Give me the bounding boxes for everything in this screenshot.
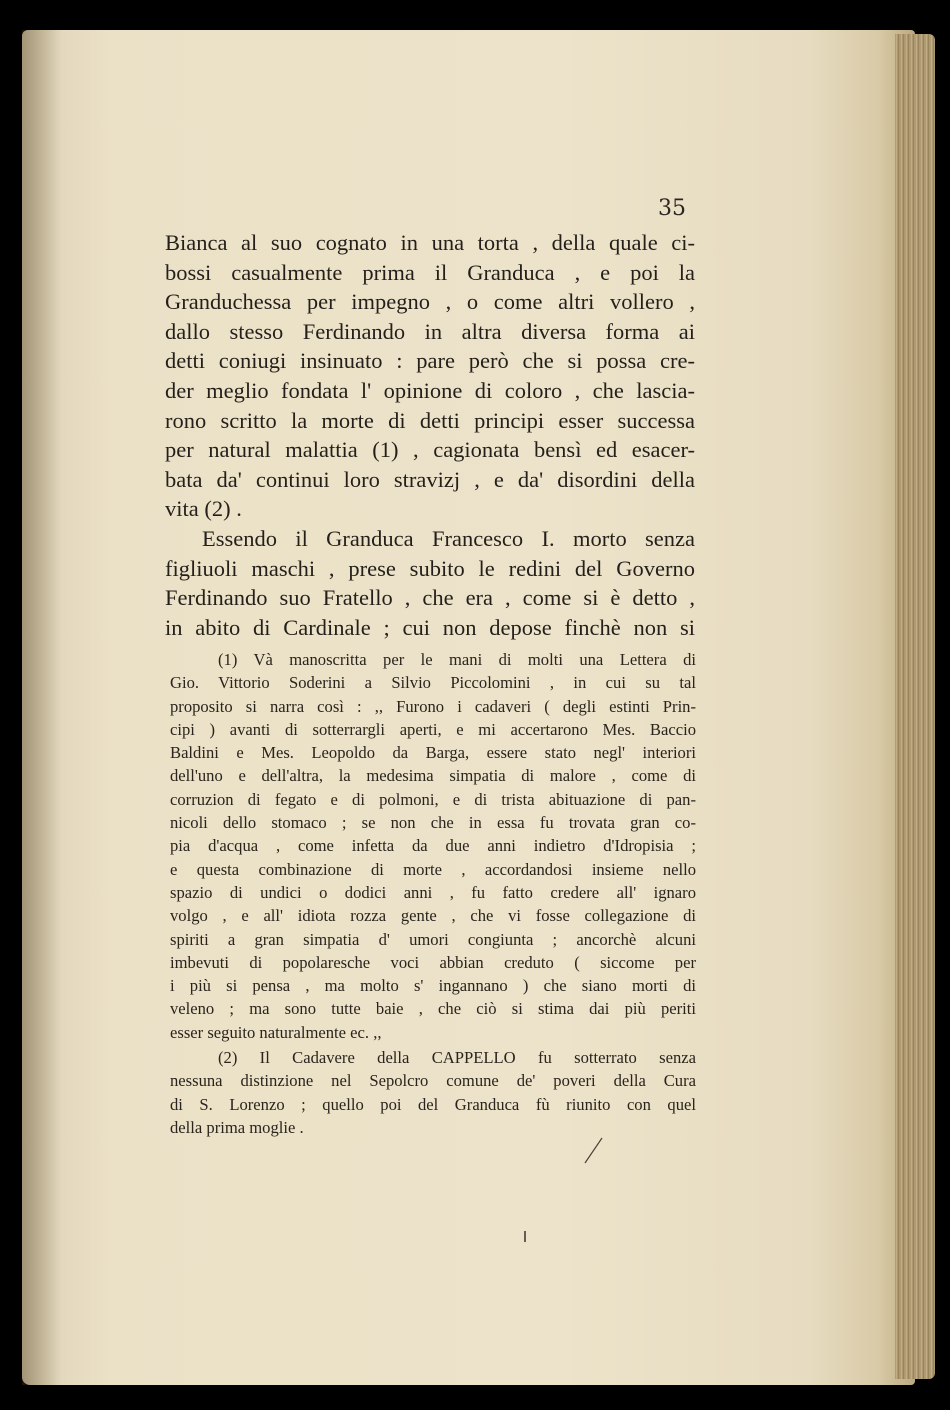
footnote-line: imbevuti di popolaresche voci abbian creduto ( siccome per (170, 952, 696, 972)
body-line: dallo stesso Ferdinando in altra diversa forma ai (165, 318, 695, 344)
footnote-line: spiriti a gran simpatia d' umori congiunta ; ancorchè alcuni (170, 929, 696, 949)
body-line: Granduchessa per impegno , o come altri vollero , (165, 289, 695, 315)
body-line: Essendo il Granduca Francesco I. morto senza (202, 525, 695, 551)
footnote-line: spazio di undici o dodici anni , fu fatto credere all' ignaro (170, 882, 696, 902)
footnote-line: esser seguito naturalmente ec. ,, (170, 1022, 382, 1042)
ink-speck-mark (522, 1230, 528, 1244)
footnote-line: nicoli dello stomaco ; se non che in essa fu trovata gran co- (170, 813, 696, 833)
footnote-line: e questa combinazione di morte , accordandosi insieme nello (170, 859, 696, 879)
footnote-line: (2) Il Cadavere della CAPPELLO fu sotterrato senza (218, 1048, 696, 1068)
page-number: 35 (658, 196, 686, 221)
footnote-line: i più si pensa , ma molto s' ingannano ) che siano morti di (170, 976, 696, 996)
footnote-line: dell'uno e dell'altra, la medesima simpatia di malore , come di (170, 766, 696, 786)
footnote-line: cipi ) avanti di sotterrargli aperti, e mi accertarono Mes. Baccio (170, 719, 696, 739)
pencil-stroke-mark (582, 1136, 604, 1166)
footnote-line: Baldini e Mes. Leopoldo da Barga, essere stato negl' interiori (170, 743, 696, 763)
body-line: Bianca al suo cognato in una torta , della quale ci- (165, 230, 695, 255)
body-line: figliuoli maschi , prese subito le redini del Governo (165, 555, 695, 581)
footnote-line: Gio. Vittorio Soderini a Silvio Piccolomini , in cui su tal (170, 673, 696, 693)
page-edges (895, 34, 935, 1379)
body-line: Ferdinando suo Fratello , che era , come si è detto , (165, 585, 695, 611)
body-line: bata da' continui loro stravizj , e da' disordini della (165, 466, 695, 492)
body-line: vita (2) . (165, 496, 242, 522)
body-line: rono scritto la morte di detti principi esser successa (165, 407, 695, 433)
footnote-line: proposito si narra così : ,, Furono i cadaveri ( degli estinti Prin- (170, 696, 696, 716)
body-line: der meglio fondata l' opinione di coloro , che lascia- (165, 377, 695, 403)
body-line: in abito di Cardinale ; cui non depose finchè non si (165, 614, 695, 640)
footnote-line: nessuna distinzione nel Sepolcro comune de' poveri della Cura (170, 1071, 696, 1091)
footnotes (170, 648, 696, 1139)
body-line: per natural malattia (1) , cagionata bensì ed esacer- (165, 437, 695, 463)
footnote-line: corruzion di fegato e di polmoni, e di trista abituazione di pan- (170, 789, 696, 809)
footnote-line: volgo , e all' idiota rozza gente , che vi fosse collegazione di (170, 906, 696, 926)
gutter-shadow (22, 30, 62, 1385)
body-text (165, 228, 695, 642)
footnote-line: pia d'acqua , come infetta da due anni indietro d'Idropisia ; (170, 836, 696, 856)
footnote-line: veleno ; ma sono tutte baie , che ciò si stima dai più periti (170, 999, 696, 1019)
body-line: bossi casualmente prima il Granduca , e poi la (165, 259, 695, 285)
footnote-line: di S. Lorenzo ; quello poi del Granduca fù riunito con quel (170, 1094, 696, 1114)
body-line: detti coniugi insinuato : pare però che si possa cre- (165, 348, 695, 374)
footnote-line: (1) Và manoscritta per le mani di molti una Lettera di (218, 650, 696, 669)
footnote-line: della prima moglie . (170, 1117, 304, 1137)
